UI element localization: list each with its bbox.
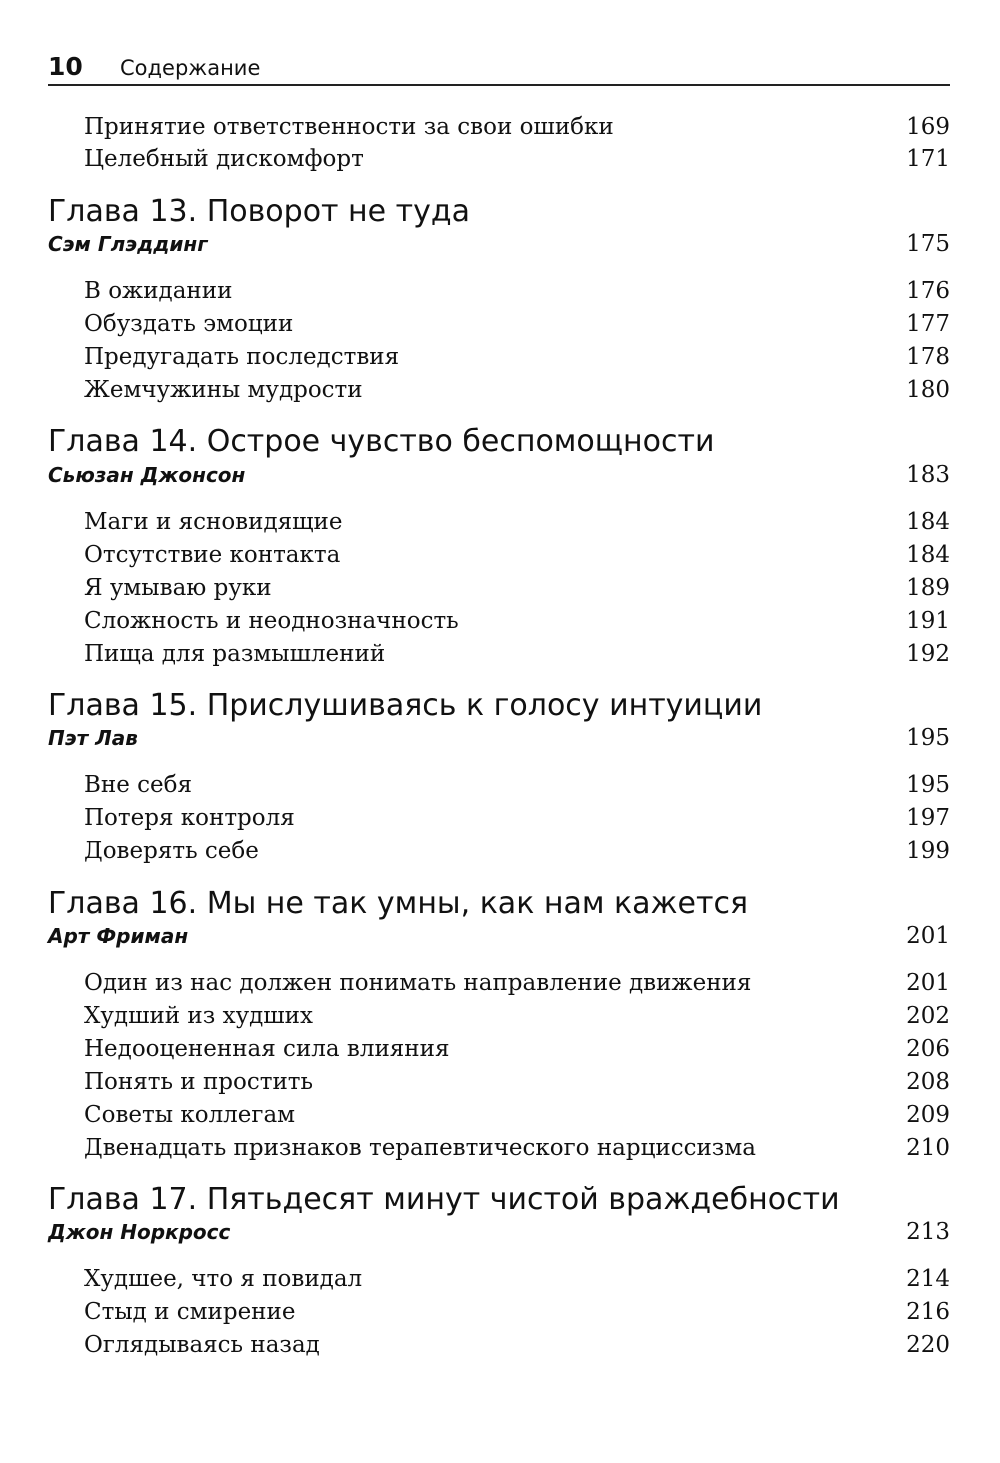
chapter-author-row bbox=[48, 228, 950, 260]
page-ref: 220 bbox=[906, 1332, 950, 1358]
toc-entry-title: Доверять себе bbox=[84, 838, 259, 864]
chapter-author: Джон Норкросс bbox=[48, 1220, 231, 1244]
toc-entry bbox=[84, 110, 950, 144]
page-ref: 216 bbox=[906, 1299, 950, 1325]
toc-entry-title: Недооцененная сила влияния bbox=[84, 1036, 450, 1062]
page-ref: 191 bbox=[906, 608, 950, 634]
toc-entry bbox=[84, 571, 950, 605]
toc-entry-title: Советы коллегам bbox=[84, 1102, 296, 1128]
page-ref: 183 bbox=[906, 462, 950, 488]
toc-entry bbox=[84, 505, 950, 539]
toc-entry bbox=[84, 1098, 950, 1132]
page-ref: 180 bbox=[906, 377, 950, 403]
chapter-author: Арт Фриман bbox=[48, 924, 189, 948]
chapter-author-row bbox=[48, 722, 950, 754]
toc-entry bbox=[84, 1065, 950, 1099]
page-ref: 201 bbox=[906, 970, 950, 996]
toc-entry bbox=[84, 637, 950, 671]
running-head bbox=[48, 50, 950, 86]
toc-entry-title: Я умываю руки bbox=[84, 575, 272, 601]
toc-entry-title: Целебный дискомфорт bbox=[84, 146, 364, 172]
page-ref: 169 bbox=[906, 114, 950, 140]
chapter-author: Сьюзан Джонсон bbox=[48, 463, 246, 487]
page-ref: 202 bbox=[906, 1003, 950, 1029]
page-ref: 210 bbox=[906, 1135, 950, 1161]
page-ref: 171 bbox=[906, 146, 950, 172]
toc-entry-title: В ожидании bbox=[84, 278, 233, 304]
page-ref: 195 bbox=[906, 772, 950, 798]
page-ref: 201 bbox=[906, 923, 950, 949]
toc-entry-title: Оглядываясь назад bbox=[84, 1332, 320, 1358]
page-ref: 178 bbox=[906, 344, 950, 370]
page-ref: 197 bbox=[906, 805, 950, 831]
toc-entry bbox=[84, 966, 950, 1000]
toc-entry-title: Отсутствие контакта bbox=[84, 542, 341, 568]
page-ref: 176 bbox=[906, 278, 950, 304]
toc-entry bbox=[84, 999, 950, 1033]
toc-entry-title: Сложность и неоднозначность bbox=[84, 608, 459, 634]
running-head-title: Содержание bbox=[120, 56, 261, 80]
chapter-heading: Глава 15. Прислушиваясь к голосу интуиции bbox=[48, 688, 763, 723]
toc-entry bbox=[84, 538, 950, 572]
toc-entry-title: Вне себя bbox=[84, 772, 193, 798]
chapter-heading: Глава 14. Острое чувство беспомощности bbox=[48, 424, 715, 459]
toc-entry bbox=[84, 1295, 950, 1329]
chapter-author-row bbox=[48, 459, 950, 491]
toc-entry bbox=[84, 1032, 950, 1066]
toc-entry-title: Потеря контроля bbox=[84, 805, 295, 831]
toc-entry-title: Обуздать эмоции bbox=[84, 311, 294, 337]
page-ref: 184 bbox=[906, 509, 950, 535]
toc-entry bbox=[84, 1262, 950, 1296]
toc-entry bbox=[84, 307, 950, 341]
toc-entry-title: Предугадать последствия bbox=[84, 344, 400, 370]
page-ref: 175 bbox=[906, 231, 950, 257]
page-ref: 199 bbox=[906, 838, 950, 864]
toc-entry-title: Один из нас должен понимать направление движения bbox=[84, 970, 752, 996]
toc-entry bbox=[84, 274, 950, 308]
toc-entry-title: Жемчужины мудрости bbox=[84, 377, 363, 403]
toc-entry bbox=[84, 801, 950, 835]
page-ref: 213 bbox=[906, 1219, 950, 1245]
toc-entry bbox=[84, 1131, 950, 1165]
toc-entry-title: Худший из худших bbox=[84, 1003, 313, 1029]
page-ref: 208 bbox=[906, 1069, 950, 1095]
chapter-author: Пэт Лав bbox=[48, 726, 138, 750]
chapter-heading: Глава 17. Пятьдесят минут чистой враждебности bbox=[48, 1182, 840, 1217]
page-ref: 214 bbox=[906, 1266, 950, 1292]
toc-entry bbox=[84, 340, 950, 374]
page-ref: 192 bbox=[906, 641, 950, 667]
page-ref: 177 bbox=[906, 311, 950, 337]
chapter-author-row bbox=[48, 1216, 950, 1248]
toc-entry-title: Стыд и смирение bbox=[84, 1299, 296, 1325]
toc-entry-title: Двенадцать признаков терапевтического нарциссизма bbox=[84, 1135, 756, 1161]
chapter-author-row bbox=[48, 920, 950, 952]
page-ref: 206 bbox=[906, 1036, 950, 1062]
toc-entry bbox=[84, 142, 950, 176]
chapter-heading: Глава 13. Поворот не туда bbox=[48, 194, 471, 229]
toc-entry bbox=[84, 373, 950, 407]
page-ref: 195 bbox=[906, 725, 950, 751]
page-ref: 184 bbox=[906, 542, 950, 568]
page-ref: 209 bbox=[906, 1102, 950, 1128]
chapter-heading: Глава 16. Мы не так умны, как нам кажется bbox=[48, 886, 749, 921]
toc-entry bbox=[84, 768, 950, 802]
toc-entry-title: Принятие ответственности за свои ошибки bbox=[84, 114, 614, 140]
toc-entry bbox=[84, 1328, 950, 1362]
toc-entry bbox=[84, 834, 950, 868]
toc-entry-title: Пища для размышлений bbox=[84, 641, 386, 667]
toc-entry-title: Понять и простить bbox=[84, 1069, 314, 1095]
toc-entry-title: Худшее, что я повидал bbox=[84, 1266, 363, 1292]
page-ref: 189 bbox=[906, 575, 950, 601]
toc-entry bbox=[84, 604, 950, 638]
toc-entry-title: Маги и ясновидящие bbox=[84, 509, 343, 535]
page-number: 10 bbox=[48, 52, 83, 81]
chapter-author: Сэм Глэддинг bbox=[48, 232, 208, 256]
